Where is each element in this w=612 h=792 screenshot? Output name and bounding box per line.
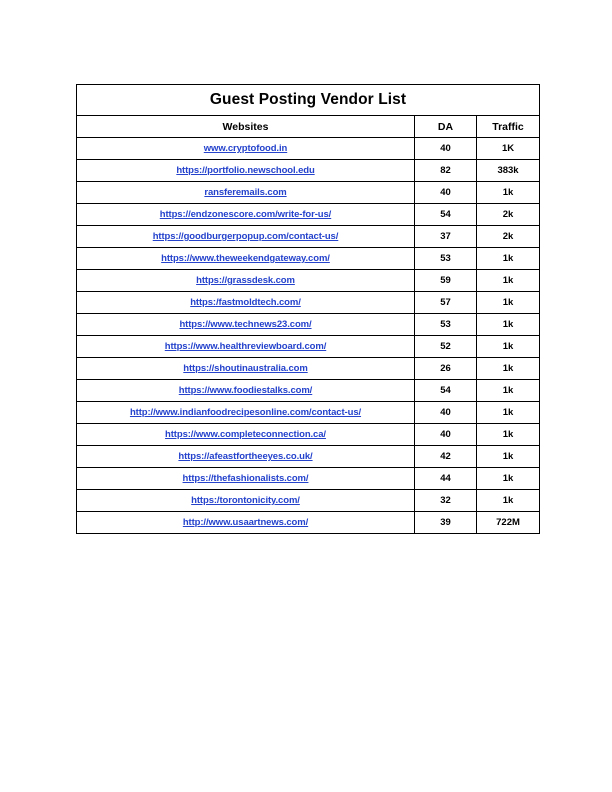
traffic-value: 383k — [477, 160, 540, 182]
da-value: 26 — [415, 358, 477, 380]
website-cell — [77, 292, 415, 314]
da-value: 40 — [415, 182, 477, 204]
website-link[interactable]: https://afeastfortheeyes.co.uk/ — [178, 451, 313, 462]
traffic-value: 1k — [477, 182, 540, 204]
table-row — [77, 424, 540, 446]
website-link[interactable]: https://goodburgerpopup.com/contact-us/ — [152, 231, 339, 242]
website-cell — [77, 314, 415, 336]
column-header-da: DA — [415, 116, 477, 138]
table-row — [77, 446, 540, 468]
website-cell — [77, 446, 415, 468]
column-header-websites: Websites — [77, 116, 415, 138]
table-row — [77, 248, 540, 270]
website-link[interactable]: https://portfolio.newschool.edu — [176, 165, 315, 176]
table-row — [77, 512, 540, 534]
da-value: 37 — [415, 226, 477, 248]
website-cell — [77, 358, 415, 380]
website-cell — [77, 402, 415, 424]
traffic-value: 1K — [477, 138, 540, 160]
column-header-traffic: Traffic — [477, 116, 540, 138]
da-value: 57 — [415, 292, 477, 314]
traffic-value: 1k — [477, 314, 540, 336]
traffic-value: 722M — [477, 512, 540, 534]
website-link[interactable]: http://www.indianfoodrecipesonline.com/contact-us/ — [129, 407, 362, 418]
traffic-value: 1k — [477, 358, 540, 380]
guest-posting-vendor-table — [76, 84, 540, 534]
website-cell — [77, 204, 415, 226]
table-row — [77, 380, 540, 402]
traffic-value: 1k — [477, 468, 540, 490]
website-cell — [77, 138, 415, 160]
website-link[interactable]: ransferemails.com — [204, 187, 287, 198]
website-link[interactable]: www.cryptofood.in — [203, 143, 288, 154]
traffic-value: 2k — [477, 204, 540, 226]
website-link[interactable]: http://www.usaartnews.com/ — [182, 517, 309, 528]
website-cell — [77, 270, 415, 292]
website-cell — [77, 182, 415, 204]
table-row — [77, 160, 540, 182]
website-cell — [77, 468, 415, 490]
da-value: 53 — [415, 314, 477, 336]
da-value: 40 — [415, 402, 477, 424]
da-value: 40 — [415, 424, 477, 446]
traffic-value: 1k — [477, 292, 540, 314]
table-row — [77, 182, 540, 204]
website-cell — [77, 512, 415, 534]
da-value: 44 — [415, 468, 477, 490]
website-cell — [77, 160, 415, 182]
da-value: 59 — [415, 270, 477, 292]
website-cell — [77, 248, 415, 270]
table-row — [77, 204, 540, 226]
traffic-value: 1k — [477, 490, 540, 512]
table-row — [77, 358, 540, 380]
website-link[interactable]: https://thefashionalists.com/ — [182, 473, 309, 484]
da-value: 53 — [415, 248, 477, 270]
table-row — [77, 226, 540, 248]
table-row — [77, 138, 540, 160]
website-link[interactable]: https:/torontonicity.com/ — [191, 495, 300, 506]
da-value: 40 — [415, 138, 477, 160]
website-cell — [77, 380, 415, 402]
da-value: 52 — [415, 336, 477, 358]
da-value: 82 — [415, 160, 477, 182]
website-link[interactable]: https://www.theweekendgateway.com/ — [161, 253, 330, 264]
da-value: 32 — [415, 490, 477, 512]
traffic-value: 1k — [477, 270, 540, 292]
table-row — [77, 314, 540, 336]
traffic-value: 1k — [477, 248, 540, 270]
page-title: Guest Posting Vendor List — [77, 85, 540, 116]
website-link[interactable]: https:/fastmoldtech.com/ — [190, 297, 301, 308]
da-value: 54 — [415, 204, 477, 226]
traffic-value: 1k — [477, 380, 540, 402]
traffic-value: 2k — [477, 226, 540, 248]
vendor-table-container — [76, 84, 539, 534]
website-link[interactable]: https://www.completeconnection.ca/ — [165, 429, 326, 440]
website-cell — [77, 490, 415, 512]
website-link[interactable]: https://www.healthreviewboard.com/ — [164, 341, 327, 352]
da-value: 42 — [415, 446, 477, 468]
traffic-value: 1k — [477, 446, 540, 468]
website-link[interactable]: https://endzonescore.com/write-for-us/ — [159, 209, 332, 220]
traffic-value: 1k — [477, 424, 540, 446]
da-value: 54 — [415, 380, 477, 402]
website-link[interactable]: https://shoutinaustralia.com — [183, 363, 308, 374]
website-link[interactable]: https://grassdesk.com — [196, 275, 295, 286]
traffic-value: 1k — [477, 402, 540, 424]
website-link[interactable]: https://www.technews23.com/ — [179, 319, 312, 330]
website-cell — [77, 336, 415, 358]
table-row — [77, 490, 540, 512]
table-title-row — [77, 85, 540, 116]
website-cell — [77, 424, 415, 446]
table-row — [77, 336, 540, 358]
da-value: 39 — [415, 512, 477, 534]
website-cell — [77, 226, 415, 248]
table-row — [77, 292, 540, 314]
table-row — [77, 402, 540, 424]
table-header-row — [77, 116, 540, 138]
traffic-value: 1k — [477, 336, 540, 358]
table-row — [77, 270, 540, 292]
table-row — [77, 468, 540, 490]
website-link[interactable]: https://www.foodiestalks.com/ — [178, 385, 313, 396]
